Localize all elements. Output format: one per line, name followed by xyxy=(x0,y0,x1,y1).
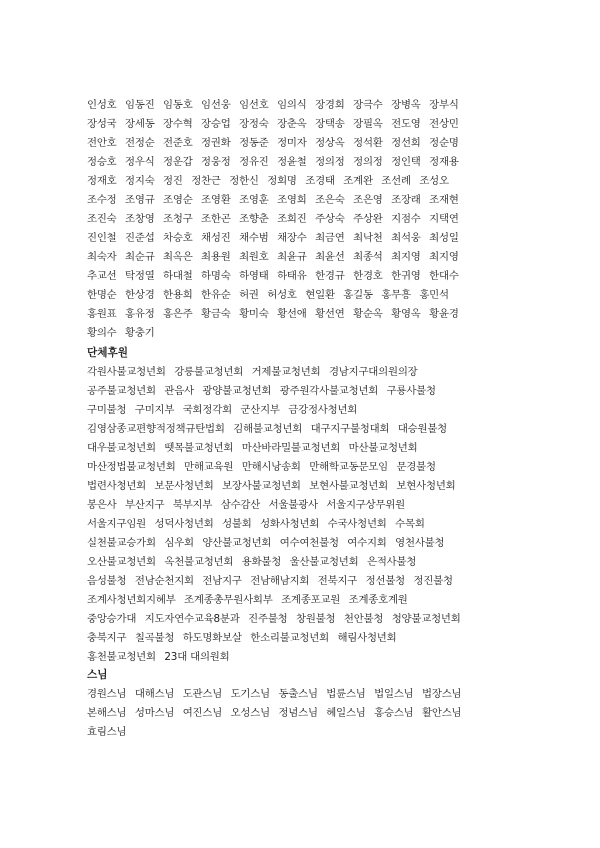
group-name: 대우불교청년회 xyxy=(87,442,156,454)
group-name: 광양불교청년회 xyxy=(202,385,272,397)
donor-name: 황선애 xyxy=(277,308,307,320)
group-name: 북부지부 xyxy=(172,499,213,511)
group-name: 군산지부 xyxy=(240,404,280,416)
group-name: 관음사 xyxy=(164,385,194,397)
group-name: 보문사청년회 xyxy=(154,480,214,492)
text-line xyxy=(87,629,527,648)
text-line xyxy=(87,477,527,496)
group-name: 문경불청 xyxy=(396,461,436,473)
donor-name: 홍무흥 xyxy=(381,289,411,301)
group-name: 중앙승가대 xyxy=(87,613,137,625)
text-line xyxy=(87,96,527,115)
donor-name: 조선례 xyxy=(381,175,411,187)
group-name: 성화사청년회 xyxy=(260,518,320,530)
group-name: 천안불청 xyxy=(343,613,384,625)
monk-name: 활안스님 xyxy=(422,707,462,719)
group-name: 해림사청년회 xyxy=(337,632,397,644)
donor-name: 황순옥 xyxy=(353,308,383,320)
monk-name: 경원스님 xyxy=(87,688,127,700)
individual-donors-list xyxy=(87,96,527,343)
text-line xyxy=(87,210,527,229)
monk-name: 성마스님 xyxy=(134,707,175,719)
text-line xyxy=(87,248,527,267)
donor-name: 한용희 xyxy=(163,289,193,301)
donor-name: 최석웅 xyxy=(391,232,421,244)
group-name: 마산정법불교청년회 xyxy=(87,461,176,473)
monk-name: 본해스님 xyxy=(87,707,127,719)
donor-name: 장세동 xyxy=(125,118,155,130)
group-name: 서울지구상무위원 xyxy=(326,499,405,511)
group-name: 서울지구임원 xyxy=(87,518,147,530)
group-name: 울산불교청년회 xyxy=(289,556,359,568)
donor-name: 정재호 xyxy=(87,175,117,187)
donor-name: 정권화 xyxy=(201,137,231,149)
donor-name: 최윤선 xyxy=(315,251,345,263)
text-line xyxy=(87,229,527,248)
donor-name: 장필옥 xyxy=(353,118,383,130)
group-name: 서울불광사 xyxy=(268,499,318,511)
group-name: 조계종포교원 xyxy=(281,594,341,606)
donor-name: 조은영 xyxy=(353,194,383,206)
group-name: 구미지부 xyxy=(134,404,175,416)
donor-name: 정윤철 xyxy=(277,156,307,168)
group-name: 양산불교청년회 xyxy=(202,537,272,549)
donor-name: 조창영 xyxy=(125,213,155,225)
group-name: 뗏목불교청년회 xyxy=(164,442,234,454)
group-name: 하도명화보살 xyxy=(182,632,242,644)
donor-name: 임동진 xyxy=(125,99,155,111)
donor-name: 임선호 xyxy=(239,99,269,111)
group-name: 오산불교청년회 xyxy=(87,556,156,568)
group-name: 은적사불청 xyxy=(366,556,417,568)
donor-name: 최용원 xyxy=(201,251,231,263)
monk-name: 도관스님 xyxy=(182,688,223,700)
donor-name: 한명순 xyxy=(87,289,117,301)
group-name: 만해교육원 xyxy=(184,461,234,473)
monk-name: 여진스님 xyxy=(182,707,223,719)
donor-name: 정동준 xyxy=(239,137,269,149)
group-name: 진주불청 xyxy=(248,613,288,625)
donor-name: 인성호 xyxy=(87,99,117,111)
donor-name: 임의식 xyxy=(277,99,307,111)
donor-name: 하대철 xyxy=(163,270,193,282)
donor-name: 전준호 xyxy=(163,137,193,149)
donor-name: 최원호 xyxy=(239,251,269,263)
donor-name: 황미숙 xyxy=(239,308,269,320)
group-name: 수목회 xyxy=(395,518,425,530)
group-name: 봉은사 xyxy=(87,499,117,511)
monk-name: 정념스님 xyxy=(278,707,318,719)
group-name: 삼수감산 xyxy=(220,499,261,511)
donor-name: 진인철 xyxy=(87,232,117,244)
donor-name: 차승호 xyxy=(163,232,193,244)
group-name: 조계사청년회지혜부 xyxy=(87,594,176,606)
donor-name: 장승업 xyxy=(201,118,231,130)
monk-name: 법장스님 xyxy=(422,688,462,700)
donor-name: 정승호 xyxy=(87,156,117,168)
group-name: 마산바라밀불교청년회 xyxy=(241,442,341,454)
group-name: 충북지구 xyxy=(87,632,127,644)
donor-name: 최지영 xyxy=(391,251,421,263)
donor-name: 정진 xyxy=(163,175,183,187)
donor-name: 전정순 xyxy=(125,137,155,149)
donor-name: 하영태 xyxy=(239,270,269,282)
donor-name: 지택연 xyxy=(429,213,459,225)
donor-name: 정순명 xyxy=(429,137,459,149)
group-name: 마산불교청년회 xyxy=(348,442,418,454)
monk-name: 도기스님 xyxy=(230,688,270,700)
group-name: 김영삼종교편향적정책규탄법회 xyxy=(87,423,225,435)
donor-name: 황영옥 xyxy=(391,308,421,320)
text-line xyxy=(87,153,527,172)
text-line xyxy=(87,591,527,610)
donor-name: 정회명 xyxy=(267,175,297,187)
donor-name: 임동호 xyxy=(163,99,193,111)
donor-name: 정지숙 xyxy=(125,175,155,187)
donor-name: 한경규 xyxy=(315,270,345,282)
group-name: 창원불청 xyxy=(296,613,336,625)
donor-name: 최금연 xyxy=(315,232,345,244)
donor-name: 한귀영 xyxy=(391,270,421,282)
text-line xyxy=(87,496,527,515)
donor-name: 조한곤 xyxy=(201,213,231,225)
donor-name: 허권 xyxy=(239,289,259,301)
text-line xyxy=(87,572,527,591)
group-name: 청양불교청년회 xyxy=(391,613,461,625)
donor-name: 장정숙 xyxy=(239,118,269,130)
donor-name: 조청구 xyxy=(163,213,193,225)
group-name: 조계종호계원 xyxy=(348,594,408,606)
donor-name: 최순규 xyxy=(125,251,155,263)
group-name: 보장사불교청년회 xyxy=(222,480,301,492)
donor-name: 주상완 xyxy=(353,213,383,225)
group-name: 수국사청년회 xyxy=(327,518,387,530)
donor-name: 최옥은 xyxy=(163,251,193,263)
text-line xyxy=(87,305,527,324)
donor-name: 조경태 xyxy=(305,175,335,187)
donor-name: 탁정열 xyxy=(125,270,155,282)
donor-name: 조재현 xyxy=(429,194,459,206)
donor-name: 조영훈 xyxy=(239,194,269,206)
donor-name: 조희진 xyxy=(277,213,307,225)
group-name: 공주불교청년회 xyxy=(87,385,156,397)
group-name: 지도자연수교육8분과 xyxy=(144,613,240,625)
donor-name: 정상옥 xyxy=(315,137,345,149)
group-name: 대승원불청 xyxy=(397,423,447,435)
group-name: 음성불청 xyxy=(87,575,127,587)
donor-name: 정한신 xyxy=(229,175,259,187)
donor-name: 황선연 xyxy=(315,308,345,320)
group-name: 옥천불교청년회 xyxy=(164,556,234,568)
group-name: 심우회 xyxy=(164,537,194,549)
donor-name: 추교선 xyxy=(87,270,117,282)
donor-name: 황금숙 xyxy=(201,308,231,320)
donor-name: 홍민석 xyxy=(419,289,449,301)
donor-name: 정운갑 xyxy=(163,156,193,168)
group-name: 만해학교동문모임 xyxy=(309,461,388,473)
text-line xyxy=(87,401,527,420)
donor-name: 조진숙 xyxy=(87,213,117,225)
group-name: 전남지구 xyxy=(202,575,242,587)
donor-name: 최숙자 xyxy=(87,251,117,263)
text-line xyxy=(87,704,527,723)
group-name: 김해불교청년회 xyxy=(233,423,303,435)
donor-name: 최성일 xyxy=(429,232,459,244)
donor-name: 조장래 xyxy=(391,194,421,206)
donor-name: 장병옥 xyxy=(391,99,421,111)
monk-name: 홍승스님 xyxy=(374,707,414,719)
group-name: 홍천불교청년회 xyxy=(87,651,156,663)
donor-name: 장극수 xyxy=(353,99,383,111)
group-name: 만해시낭송회 xyxy=(241,461,301,473)
text-line xyxy=(87,324,527,343)
group-name: 부산지구 xyxy=(125,499,165,511)
donor-name: 조성오 xyxy=(419,175,449,187)
donor-name: 한대수 xyxy=(429,270,459,282)
group-name: 칠곡불청 xyxy=(134,632,175,644)
donor-name: 조향춘 xyxy=(239,213,269,225)
donor-name: 전상민 xyxy=(429,118,459,130)
donor-name: 최지영 xyxy=(429,251,459,263)
group-name: 대구지구불청대회 xyxy=(310,423,390,435)
text-line xyxy=(87,172,527,191)
donor-name: 조영환 xyxy=(201,194,231,206)
text-line xyxy=(87,420,527,439)
group-name: 전남해남지회 xyxy=(250,575,310,587)
group-name: 금강정사청년회 xyxy=(288,404,358,416)
donor-name: 조영규 xyxy=(125,194,155,206)
text-line xyxy=(87,723,527,742)
group-name: 보현사불교청년회 xyxy=(309,480,388,492)
text-line xyxy=(87,191,527,210)
donor-name: 채수범 xyxy=(239,232,269,244)
group-name: 영천사불청 xyxy=(395,537,445,549)
monk-name: 대해스님 xyxy=(134,688,175,700)
group-name: 여수지회 xyxy=(347,537,387,549)
monk-name: 법륜스님 xyxy=(326,688,366,700)
donor-name: 한유순 xyxy=(201,289,231,301)
group-name: 각원사불교청년회 xyxy=(87,366,166,378)
group-name: 23대 대의원회 xyxy=(164,651,230,663)
monk-name: 혜일스님 xyxy=(326,707,366,719)
donor-name: 홍유정 xyxy=(125,308,155,320)
donor-name: 장수혁 xyxy=(163,118,193,130)
donor-name: 황의수 xyxy=(87,327,117,339)
donor-name: 홍은주 xyxy=(163,308,193,320)
group-name: 정선불청 xyxy=(365,575,405,587)
monks-heading: 스님 xyxy=(87,669,108,681)
group-name: 여수여천불청 xyxy=(279,537,339,549)
group-name: 전남순천지회 xyxy=(134,575,194,587)
donor-name: 정인택 xyxy=(391,156,421,168)
text-line xyxy=(87,382,527,401)
group-name: 구미불청 xyxy=(87,404,127,416)
text-line xyxy=(87,363,527,382)
donor-name: 장춘옥 xyxy=(277,118,307,130)
text-line xyxy=(87,267,527,286)
donor-name: 장성국 xyxy=(87,118,117,130)
group-name: 거제불교청년회 xyxy=(251,366,321,378)
donor-name: 정선희 xyxy=(391,137,421,149)
text-line xyxy=(87,648,527,667)
text-line xyxy=(87,458,527,477)
donor-name: 하태유 xyxy=(277,270,307,282)
donor-name: 정미자 xyxy=(277,137,307,149)
group-name: 보현사청년회 xyxy=(396,480,456,492)
group-name: 전북지구 xyxy=(317,575,358,587)
donor-name: 황충기 xyxy=(125,327,155,339)
text-line xyxy=(87,515,527,534)
donor-name: 허성호 xyxy=(267,289,297,301)
donor-name: 정찬근 xyxy=(191,175,221,187)
donor-name: 최종석 xyxy=(353,251,383,263)
donor-name: 조수정 xyxy=(87,194,117,206)
group-name: 실천불교승가회 xyxy=(87,537,156,549)
group-name: 성덕사청년회 xyxy=(154,518,214,530)
donor-name: 지점수 xyxy=(391,213,421,225)
donor-name: 진준섭 xyxy=(125,232,155,244)
group-name: 구룡사불청 xyxy=(386,385,436,397)
donor-name: 홍원표 xyxy=(87,308,117,320)
groups-heading: 단체후원 xyxy=(87,347,128,359)
donor-name: 정의정 xyxy=(315,156,345,168)
donor-name: 최윤규 xyxy=(277,251,307,263)
text-line xyxy=(87,439,527,458)
group-name: 정진불청 xyxy=(413,575,453,587)
donor-name: 전안호 xyxy=(87,137,117,149)
text-line xyxy=(87,610,527,629)
monk-name: 동출스님 xyxy=(278,688,318,700)
donor-name: 조계완 xyxy=(343,175,373,187)
text-line xyxy=(87,685,527,704)
group-donors-list xyxy=(87,363,527,667)
donor-name: 장택송 xyxy=(315,118,345,130)
donor-name: 최낙천 xyxy=(353,232,383,244)
donor-name: 정우식 xyxy=(125,156,155,168)
text-line xyxy=(87,134,527,153)
donor-name: 임선웅 xyxy=(201,99,231,111)
donor-name: 정웅정 xyxy=(201,156,231,168)
group-name: 광주원각사불교청년회 xyxy=(279,385,379,397)
donor-name: 장경희 xyxy=(315,99,345,111)
donor-name: 정재용 xyxy=(429,156,459,168)
donor-name: 조영순 xyxy=(163,194,193,206)
donor-name: 주상숙 xyxy=(315,213,345,225)
donor-name: 한경호 xyxy=(353,270,383,282)
group-name: 강릉불교청년회 xyxy=(174,366,244,378)
monk-name: 오성스님 xyxy=(230,707,270,719)
donor-name: 조영희 xyxy=(277,194,307,206)
group-name: 국회정각회 xyxy=(182,404,232,416)
monk-name: 효림스님 xyxy=(87,726,127,738)
group-name: 한소리불교청년회 xyxy=(250,632,329,644)
donor-name: 정의정 xyxy=(353,156,383,168)
donor-name: 채성진 xyxy=(201,232,231,244)
monk-donors-list xyxy=(87,685,527,742)
donor-name: 한상경 xyxy=(125,289,155,301)
donor-name: 홍길동 xyxy=(343,289,373,301)
text-line xyxy=(87,553,527,572)
donor-name: 조은숙 xyxy=(315,194,345,206)
text-line xyxy=(87,286,527,305)
donor-name: 하명숙 xyxy=(201,270,231,282)
donor-name: 정석환 xyxy=(353,137,383,149)
donor-name: 채장수 xyxy=(277,232,307,244)
group-name: 조계종총무원사회부 xyxy=(184,594,273,606)
donor-name: 정유진 xyxy=(239,156,269,168)
monk-name: 법일스님 xyxy=(374,688,414,700)
donor-name: 전도영 xyxy=(391,118,421,130)
group-name: 용화불청 xyxy=(241,556,282,568)
group-name: 법련사청년회 xyxy=(87,480,147,492)
group-name: 경남지구대의원의장 xyxy=(328,366,418,378)
donor-name: 황윤경 xyxy=(429,308,459,320)
group-name: 성불회 xyxy=(222,518,252,530)
donor-name: 현일환 xyxy=(305,289,335,301)
text-line xyxy=(87,115,527,134)
donor-name: 장부식 xyxy=(429,99,459,111)
text-line xyxy=(87,534,527,553)
